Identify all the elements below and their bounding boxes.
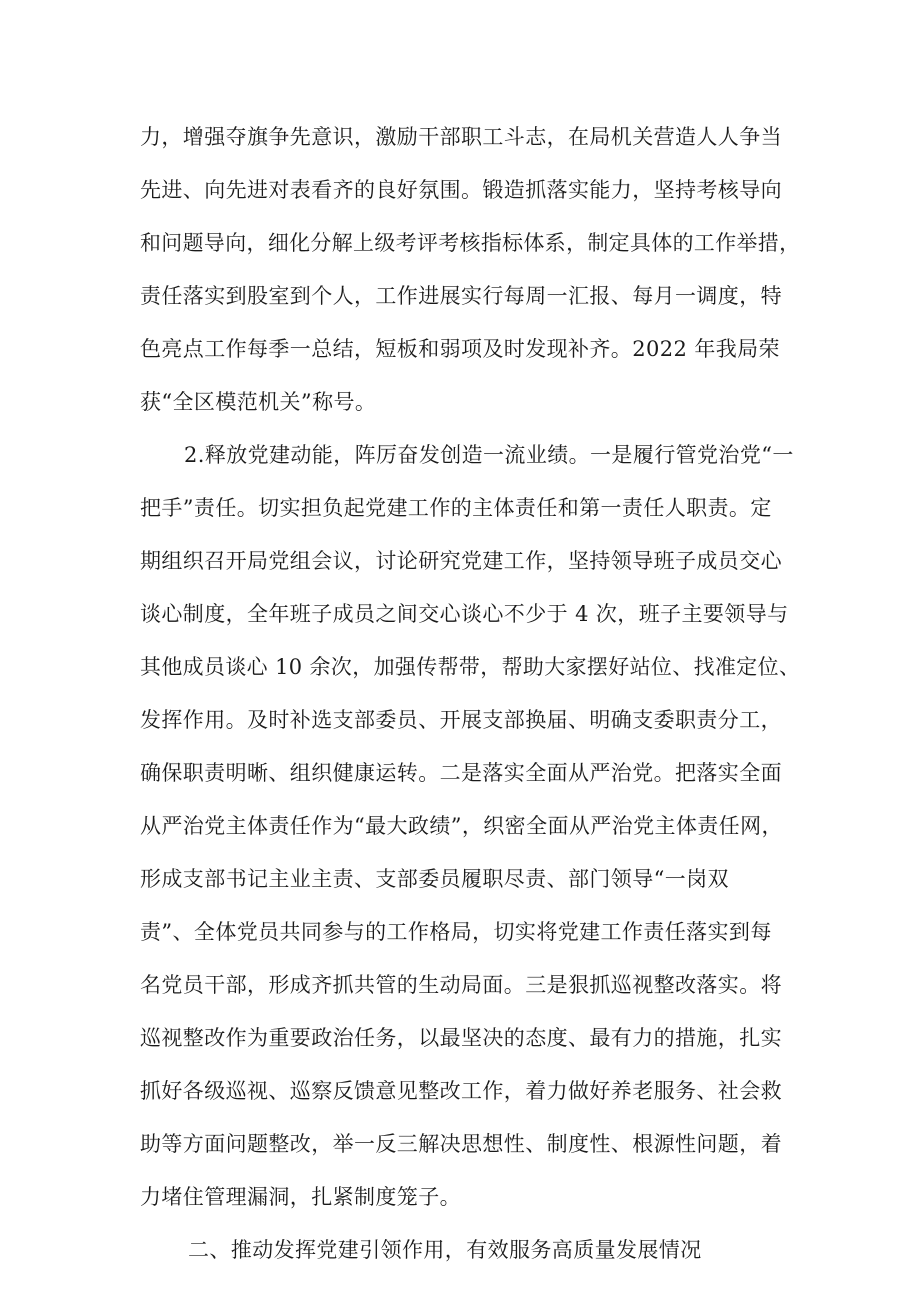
paragraph-2-line: 确保职责明晰、组织健康运转。二是落实全面从严治党。把落实全面 <box>140 761 782 785</box>
paragraph-2-line: 名党员干部，形成齐抓共管的生动局面。三是狠抓巡视整改落实。将 <box>140 973 782 997</box>
section-heading: 二、推动发挥党建引领作用，有效服务高质量发展情况 <box>188 1238 702 1262</box>
paragraph-1-line: 力，增强夺旗争先意识，激励干部职工斗志，在局机关营造人人争当 <box>140 125 782 149</box>
paragraph-2-first-line: 2.释放党建动能，阵厉奋发创造一流业绩。一是履行管党治党“一 <box>184 443 794 467</box>
paragraph-2-line: 助等方面问题整改，举一反三解决思想性、制度性、根源性问题，着 <box>140 1132 782 1156</box>
paragraph-2-line: 巡视整改作为重要政治任务，以最坚决的态度、最有力的措施，扎实 <box>140 1026 782 1050</box>
paragraph-1-line: 责任落实到股室到个人，工作进展实行每周一汇报、每月一调度，特 <box>140 284 782 308</box>
paragraph-2-line: 期组织召开局党组会议，讨论研究党建工作，坚持领导班子成员交心 <box>140 549 782 573</box>
paragraph-1-line: 和问题导向，细化分解上级考评考核指标体系，制定具体的工作举措， <box>140 231 801 255</box>
paragraph-2-line: 发挥作用。及时补选支部委员、开展支部换届、明确支委职责分工， <box>140 708 782 732</box>
paragraph-2-line: 把手”责任。切实担负起党建工作的主体责任和第一责任人职责。定 <box>140 496 772 520</box>
paragraph-2-line: 抓好各级巡视、巡察反馈意见整改工作，着力做好养老服务、社会救 <box>140 1079 782 1103</box>
paragraph-1-line: 获“全区模范机关”称号。 <box>140 390 377 414</box>
paragraph-2-line: 从严治党主体责任作为“最大政绩”，织密全面从严治党主体责任网， <box>140 814 783 838</box>
paragraph-1-line: 先进、向先进对表看齐的良好氛围。锻造抓落实能力，坚持考核导向 <box>140 178 782 202</box>
paragraph-2-line: 责”、全体党员共同参与的工作格局，切实将党建工作责任落实到每 <box>140 920 772 944</box>
paragraph-2-line: 其他成员谈心 10 余次，加强传帮带，帮助大家摆好站位、找准定位、 <box>140 655 801 679</box>
paragraph-2-line: 力堵住管理漏洞，扎紧制度笼子。 <box>140 1185 461 1209</box>
paragraph-1-line: 色亮点工作每季一总结，短板和弱项及时发现补齐。2022 年我局荣 <box>140 337 780 361</box>
paragraph-2-line: 形成支部书记主业主责、支部委员履职尽责、部门领导“一岗双 <box>140 867 729 891</box>
paragraph-2-line: 谈心制度，全年班子成员之间交心谈心不少于 4 次，班子主要领导与 <box>140 602 789 626</box>
